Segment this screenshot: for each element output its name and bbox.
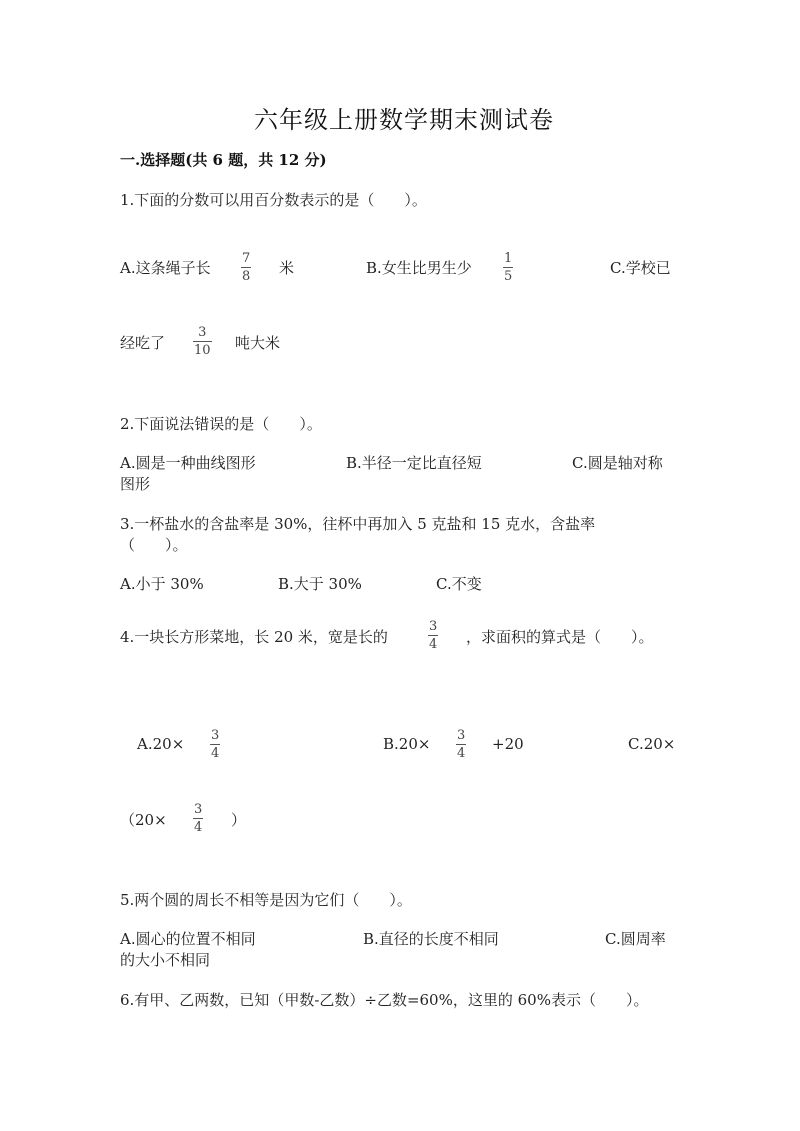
numerator: 3 <box>194 802 203 817</box>
fraction-bar <box>210 744 220 745</box>
question-stem: 4.一块长方形菜地，长 20 米，宽是长的 <box>120 628 388 646</box>
page-title: 六年级上册数学期末测试卷 <box>254 106 554 134</box>
numerator: 3 <box>457 728 466 743</box>
option-a: A.圆是一种曲线图形 <box>120 454 256 472</box>
question-stem: 2.下面说法错误的是（ ）。 <box>120 415 322 433</box>
numerator: 7 <box>242 251 251 266</box>
question-stem-continued: （ ）。 <box>120 536 188 554</box>
fraction-bar <box>193 818 203 819</box>
option-c-continued: 图形 <box>120 475 151 493</box>
option-c: C.圆是轴对称 <box>572 454 663 472</box>
fraction-bar <box>428 635 438 636</box>
denominator: 8 <box>242 269 251 284</box>
question-stem: 1.下面的分数可以用百分数表示的是（ ）。 <box>120 191 427 209</box>
question-stem-end: ，求面积的算式是（ ）。 <box>466 628 654 646</box>
option-a-text: A.20× <box>137 735 185 753</box>
option-c-continued: （20× <box>120 811 167 829</box>
fraction-bar <box>241 267 251 268</box>
question-stem: 5.两个圆的周长不相等是因为它们（ ）。 <box>120 891 412 909</box>
denominator: 4 <box>211 746 220 761</box>
denominator: 4 <box>457 746 466 761</box>
numerator: 3 <box>198 325 207 340</box>
numerator: 1 <box>504 251 513 266</box>
fraction <box>193 803 203 834</box>
fraction <box>210 729 220 760</box>
option-c: C.不变 <box>436 575 482 593</box>
fraction <box>241 252 251 283</box>
fraction-bar <box>193 341 212 342</box>
fraction <box>456 729 466 760</box>
section-heading: 一.选择题(共 6 题，共 12 分) <box>120 151 327 169</box>
denominator: 4 <box>429 637 438 652</box>
denominator: 10 <box>194 343 211 358</box>
option-b: B.直径的长度不相同 <box>363 930 499 948</box>
option-c-text: C.20× <box>628 735 676 753</box>
option-b-text: B.20× <box>383 735 431 753</box>
option-b-text: B.女生比男生少 <box>366 259 472 277</box>
option-a-unit: 米 <box>279 259 295 277</box>
fraction <box>193 326 212 357</box>
option-b-suffix: +20 <box>492 735 524 753</box>
denominator: 5 <box>504 269 513 284</box>
fraction <box>503 252 513 283</box>
fraction <box>428 620 438 651</box>
option-c-text: C.学校已 <box>610 259 671 277</box>
option-c: C.圆周率 <box>605 930 666 948</box>
option-c-close: ） <box>231 811 247 829</box>
denominator: 4 <box>194 820 203 835</box>
question-stem: 6.有甲、乙两数，已知（甲数-乙数）÷乙数=60%，这里的 60%表示（ ）。 <box>120 991 649 1009</box>
option-c-unit: 吨大米 <box>235 334 281 352</box>
numerator: 3 <box>211 728 220 743</box>
option-b: B.半径一定比直径短 <box>346 454 482 472</box>
option-c-continued: 经吃了 <box>120 334 166 352</box>
option-a: A.圆心的位置不相同 <box>120 930 256 948</box>
option-a-text: A.这条绳子长 <box>120 259 211 277</box>
fraction-bar <box>456 744 466 745</box>
fraction-bar <box>503 267 513 268</box>
question-stem: 3.一杯盐水的含盐率是 30%，往杯中再加入 5 克盐和 15 克水，含盐率 <box>120 515 596 533</box>
option-a: A.小于 30% <box>120 575 204 593</box>
numerator: 3 <box>429 619 438 634</box>
option-c-continued: 的大小不相同 <box>120 951 211 969</box>
option-b: B.大于 30% <box>278 575 362 593</box>
